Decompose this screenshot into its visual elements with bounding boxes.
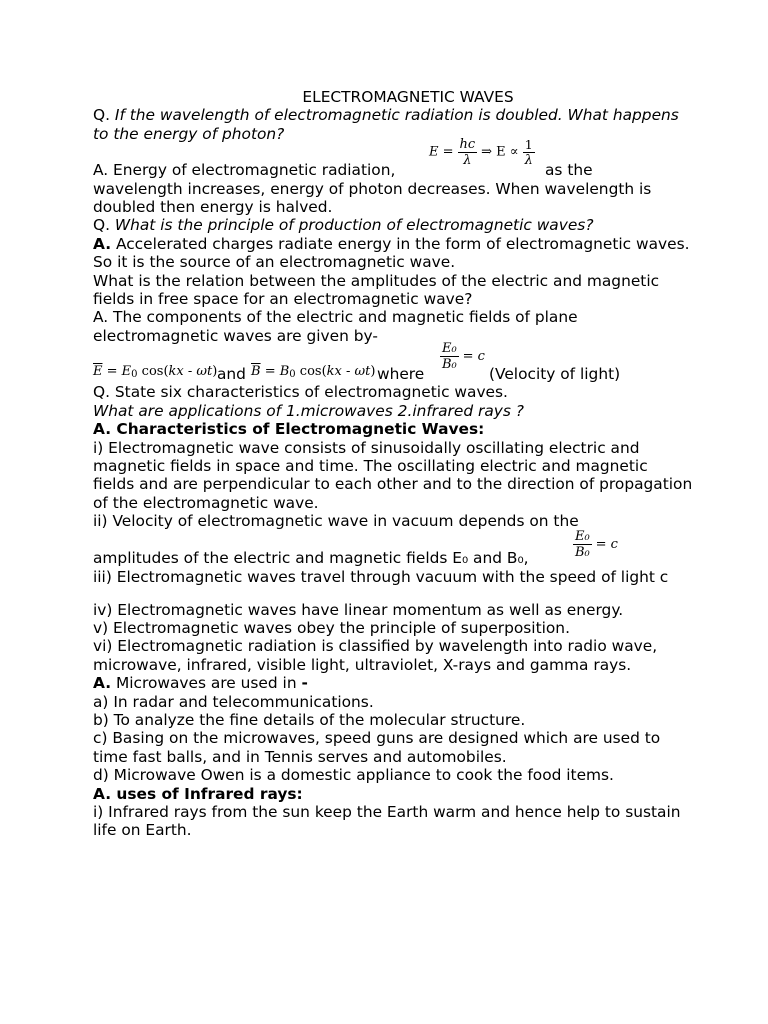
answer-1-lead: A. Energy of electromagnetic radiation, [93, 161, 396, 180]
question-1 [93, 106, 693, 143]
microwaves-intro [93, 674, 693, 692]
characteristic-iii: iii) Electromagnetic waves travel through vacuum with the speed of light c [93, 567, 669, 586]
characteristic-ii: ii) Velocity of electromagnetic wave in vacuum depends on the [93, 512, 579, 531]
answer-3: A. The components of the electric and magnetic fields of plane electromagnetic waves are given by- [93, 308, 578, 345]
question-5: What are applications of 1.microwaves 2.infrared rays ? [93, 401, 524, 420]
eq-fraction-hc-lambda: $\frac{hc}{\lambda}$ [459, 137, 476, 169]
microwaves-text: Microwaves are used in [111, 674, 302, 693]
q-marker: Q. [93, 216, 111, 235]
energy-equation [429, 137, 535, 168]
eq-fraction-one-lambda: $\frac{1}{\lambda}$ [524, 137, 533, 169]
e0-b0-ratio-2: $\frac{\text{E₀}}{\text{B₀}}$ = c [575, 528, 618, 560]
infrared-use-i: i) Infrared rays from the sun keep the Earth warm and hence help to sustain life on Earth. [93, 803, 681, 840]
microwaves-dash: - [301, 674, 308, 693]
q-marker: Q. [93, 383, 111, 402]
question-2 [93, 216, 693, 234]
infrared-heading: A. uses of Infrared rays: [93, 784, 303, 803]
characteristic-iv: iv) Electromagnetic waves have linear momentum as well as energy. [93, 600, 624, 619]
microwave-use-a: a) In radar and telecommunications. [93, 692, 374, 711]
microwave-use-d: d) Microwave Owen is a domestic appliance to cook the food items. [93, 766, 614, 785]
characteristic-ii-text: amplitudes of the electric and magnetic fields E₀ and B₀, [93, 548, 529, 567]
electric-field-eq: $\overline{E} = E_0$ cos(kx - ωt) [93, 364, 218, 381]
microwave-use-c: c) Basing on the microwaves, speed guns are designed which are used to time fast balls, and in Tennis serves and automobiles. [93, 729, 661, 766]
answer-2-text: Accelerated charges radiate energy in the form of electromagnetic waves. So it is the source of an electromagnetic wave. [93, 234, 690, 272]
characteristic-v: v) Electromagnetic waves obey the principle of superposition. [93, 618, 570, 637]
eq-proportional: ⇒ E ∝ [481, 144, 519, 160]
where-text: where [377, 365, 425, 384]
e0-b0-ratio: $\frac{\text{E₀}}{\text{B₀}}$ = c [442, 341, 485, 373]
answer-2-lead: A. [93, 234, 112, 253]
question-1-text: If the wavelength of electromagnetic radiation is doubled. What happens to the energy of photon? [93, 106, 679, 143]
answer-2 [93, 235, 693, 272]
characteristic-ii-continued [93, 528, 693, 567]
answer-1 [93, 137, 693, 180]
field-equations [93, 341, 693, 384]
question-2-text: What is the principle of production of electromagnetic waves? [110, 216, 594, 235]
q-marker: Q. [93, 106, 111, 125]
answer-1-rest: wavelength increases, energy of photon decreases. When wavelength is doubled then energy is halved. [93, 179, 652, 217]
microwave-use-b: b) To analyze the fine details of the molecular structure. [93, 710, 526, 729]
and-text: and [217, 365, 246, 384]
question-4-text: State six characteristics of electromagnetic waves. [110, 383, 508, 402]
characteristic-vi: vi) Electromagnetic radiation is classified by wavelength into radio wave, microwave, infrared, visible light, ultraviolet, X-rays and gamma rays. [93, 637, 658, 674]
page-title: ELECTROMAGNETIC WAVES [302, 88, 514, 106]
characteristics-heading: A. Characteristics of Electromagnetic Waves: [93, 420, 485, 439]
microwaves-lead: A. [93, 674, 112, 693]
velocity-of-light: (Velocity of light) [489, 365, 621, 384]
question-4 [93, 383, 693, 401]
magnetic-field-eq: $\overline{B} = B_0$ cos(kx - ωt) [251, 364, 376, 381]
document-page [93, 88, 693, 840]
question-3: What is the relation between the amplitudes of the electric and magnetic fields in free space for an electromagnetic wave? [93, 271, 660, 309]
eq-e: E = [429, 144, 454, 160]
characteristic-i: i) Electromagnetic wave consists of sinusoidally oscillating electric and magnetic fields in space and time. The oscillating electric and magnetic fields and are perpendicular to each other and to the direction of propagation of the electromagnetic wave. [93, 438, 693, 512]
answer-1-tail: as the [545, 161, 593, 180]
